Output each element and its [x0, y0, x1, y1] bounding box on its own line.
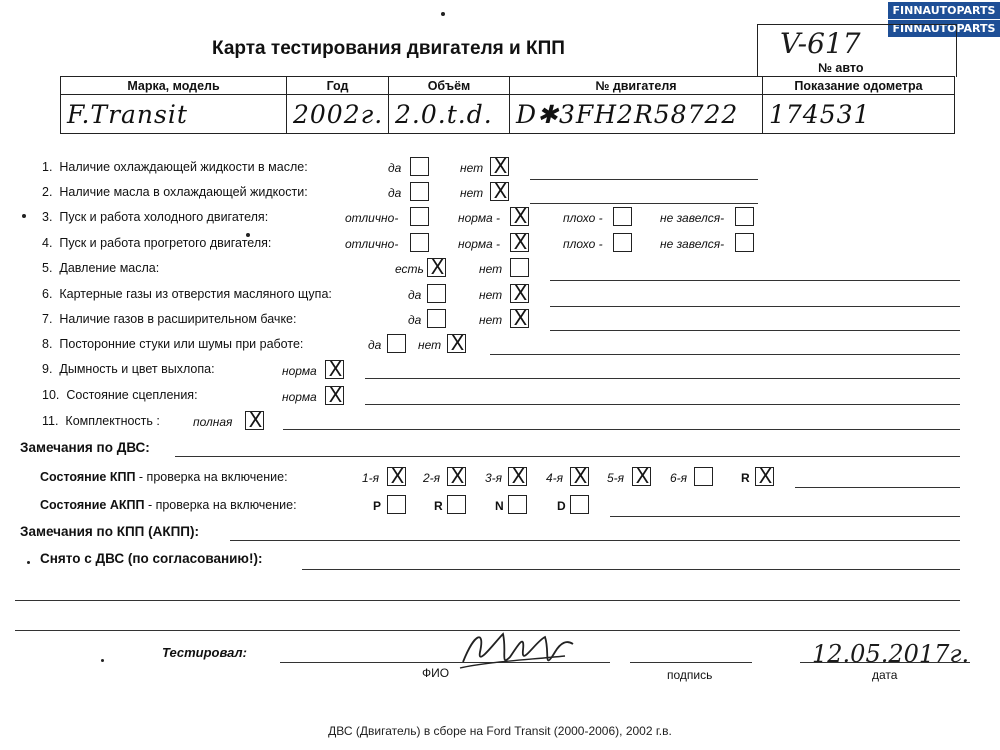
item-2: 2. Наличие масла в охлаждающей жидкости: [42, 185, 308, 199]
option-label: да [388, 161, 402, 175]
checkbox-item2-da[interactable] [410, 182, 429, 201]
option-label: плохо - [563, 211, 603, 225]
watermark-badge: FINNAUTOPARTS [888, 20, 1000, 37]
gear-label: 3-я [485, 471, 503, 485]
option-label: не завелся- [660, 237, 725, 251]
checkbox-gear-5[interactable]: X [632, 467, 651, 486]
kpp-remarks-line [230, 540, 960, 541]
option-label: есть [395, 262, 424, 276]
checkbox-item3-ploho[interactable] [613, 207, 632, 226]
option-label: норма - [458, 237, 501, 251]
akpp-label: Состояние АКПП - проверка на включение: [40, 498, 297, 512]
gear-label: 5-я [607, 471, 625, 485]
option-label: плохо - [563, 237, 603, 251]
notes-line [365, 404, 960, 405]
option-label: норма - [458, 211, 501, 225]
notes-line [550, 280, 960, 281]
checkbox-item3-otlichno[interactable] [410, 207, 429, 226]
extra-line [15, 600, 960, 601]
item-1: 1. Наличие охлаждающей жидкости в масле: [42, 160, 308, 174]
notes-line [283, 429, 960, 430]
item-9: 9. Дымность и цвет выхлопа: [42, 362, 215, 376]
option-label: да [408, 313, 422, 327]
item-7: 7. Наличие газов в расширительном бачке: [42, 312, 297, 326]
removed-label: Снято с ДВС (по согласованию!): [40, 551, 263, 566]
auto-number-label: № авто [818, 61, 864, 75]
fio-label: ФИО [422, 666, 450, 680]
checkbox-item1-da[interactable] [410, 157, 429, 176]
auto-number-value: V-617 [780, 27, 861, 60]
option-label: нет [479, 288, 503, 302]
checkbox-item8-da[interactable] [387, 334, 406, 353]
item-6: 6. Картерные газы из отверстия масляного щупа: [42, 287, 332, 301]
notes-line [530, 179, 758, 180]
checkbox-gear-2[interactable]: X [447, 467, 466, 486]
signature-scribble [455, 622, 585, 682]
date-label: дата [872, 668, 898, 682]
col-model: Марка, модель [61, 77, 287, 95]
option-label: да [368, 338, 382, 352]
checkbox-mode-d[interactable] [570, 495, 589, 514]
checkbox-item6-da[interactable] [427, 284, 446, 303]
checkbox-gear-r[interactable]: X [755, 467, 774, 486]
checkbox-item5-est[interactable]: X [427, 258, 446, 277]
checkbox-item7-da[interactable] [427, 309, 446, 328]
option-label: да [388, 186, 402, 200]
gear-label: 6-я [670, 471, 688, 485]
engine-remarks-label: Замечания по ДВС: [20, 440, 150, 455]
kpp-remarks-label: Замечания по КПП (АКПП): [20, 524, 199, 539]
option-label: нет [479, 313, 503, 327]
mode-label: R [434, 499, 443, 513]
option-label: не завелся- [660, 211, 725, 225]
volume-value: 2.0.t.d. [389, 95, 510, 134]
auto-number-box [757, 24, 957, 77]
checkbox-mode-p[interactable] [387, 495, 406, 514]
checkbox-item4-ploho[interactable] [613, 233, 632, 252]
watermark-badge: FINNAUTOPARTS [888, 2, 1000, 19]
option-label: нет [479, 262, 503, 276]
checkbox-item4-ne-zavelsya[interactable] [735, 233, 754, 252]
mode-label: P [373, 499, 382, 513]
item-8: 8. Посторонние стуки или шумы при работе: [42, 337, 304, 351]
checkbox-item6-net[interactable]: X [510, 284, 529, 303]
col-odometer: Показание одометра [763, 77, 955, 95]
signature-line [630, 662, 752, 663]
akpp-notes-line [610, 516, 960, 517]
item-5: 5. Давление масла: [42, 261, 160, 275]
checkbox-item8-net[interactable]: X [447, 334, 466, 353]
option-label: полная [193, 415, 233, 429]
odometer-value: 174531 [763, 95, 955, 134]
date-value: 12.05.2017г. [812, 640, 970, 668]
model-value: F.Transit [61, 95, 287, 134]
scan-speck [441, 12, 445, 16]
notes-line [365, 378, 960, 379]
checkbox-gear-6[interactable] [694, 467, 713, 486]
checkbox-gear-4[interactable]: X [570, 467, 589, 486]
notes-line [550, 330, 960, 331]
notes-line [530, 203, 758, 204]
checkbox-gear-3[interactable]: X [508, 467, 527, 486]
header-table [60, 76, 955, 134]
checkbox-item2-net[interactable]: X [490, 182, 509, 201]
scan-speck [22, 214, 26, 218]
page-title: Карта тестирования двигателя и КПП [212, 38, 565, 59]
option-label: нет [460, 186, 484, 200]
col-volume: Объём [389, 77, 510, 95]
col-engine-no: № двигателя [510, 77, 763, 95]
option-label: да [408, 288, 422, 302]
gear-label: 1-я [362, 471, 380, 485]
checkbox-mode-r[interactable] [447, 495, 466, 514]
option-label: отлично- [345, 211, 399, 225]
scan-speck [101, 659, 104, 662]
option-label: отлично- [345, 237, 399, 251]
checkbox-item4-otlichno[interactable] [410, 233, 429, 252]
removed-line [302, 569, 960, 570]
checkbox-gear-1[interactable]: X [387, 467, 406, 486]
col-year: Год [287, 77, 389, 95]
kpp-label: Состояние КПП - проверка на включение: [40, 470, 288, 484]
checkbox-item7-net[interactable]: X [510, 309, 529, 328]
checkbox-item3-ne-zavelsya[interactable] [735, 207, 754, 226]
engine-no-value: D✱3FH2R58722 [510, 95, 763, 134]
checkbox-mode-n[interactable] [508, 495, 527, 514]
signature-label: подпись [667, 668, 713, 682]
checkbox-item4-norma[interactable]: X [510, 233, 529, 252]
mode-label: D [557, 499, 566, 513]
checkbox-item5-net[interactable] [510, 258, 529, 277]
checkbox-item3-norma[interactable]: X [510, 207, 529, 226]
notes-line [550, 306, 960, 307]
notes-line [490, 354, 960, 355]
checkbox-item9-norma[interactable]: X [325, 360, 344, 379]
item-10: 10. Состояние сцепления: [42, 388, 198, 402]
gear-label: 2-я [423, 471, 441, 485]
gear-label: R [741, 471, 750, 485]
bullet [27, 561, 30, 564]
engine-remarks-line [175, 456, 960, 457]
option-label: норма [282, 390, 317, 404]
item-4: 4. Пуск и работа прогретого двигателя: [42, 236, 272, 250]
gear-label: 4-я [546, 471, 564, 485]
item-3: 3. Пуск и работа холодного двигателя: [42, 210, 269, 224]
item-11: 11. Комплектность : [42, 414, 160, 428]
checkbox-item11-polnaya[interactable]: X [245, 411, 264, 430]
checkbox-item10-norma[interactable]: X [325, 386, 344, 405]
option-label: норма [282, 364, 317, 378]
caption: ДВС (Двигатель) в сборе на Ford Transit (2000-2006), 2002 г.в. [328, 724, 672, 738]
mode-label: N [495, 499, 504, 513]
checkbox-item1-net[interactable]: X [490, 157, 509, 176]
option-label: нет [460, 161, 484, 175]
year-value: 2002г. [287, 95, 389, 134]
option-label: нет [418, 338, 442, 352]
kpp-notes-line [795, 487, 960, 488]
tested-label: Тестировал: [162, 645, 247, 660]
